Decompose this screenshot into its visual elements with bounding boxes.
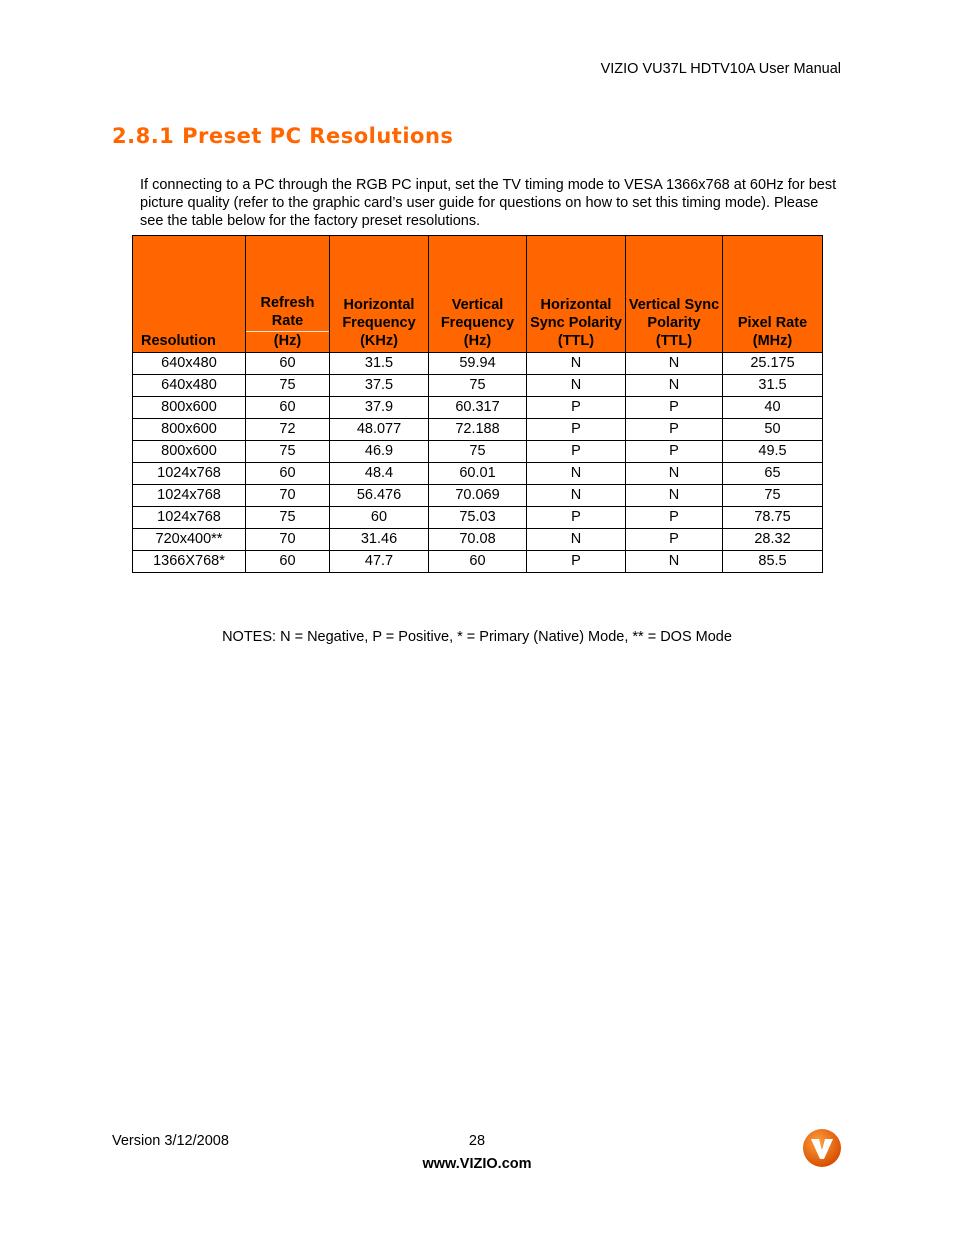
cell-horizontal-sync: P — [527, 551, 626, 573]
table-row — [133, 375, 823, 397]
cell-horizontal-sync: N — [527, 529, 626, 551]
cell-vertical-sync: N — [626, 551, 723, 573]
header-vertical-frequency: Vertical Frequency (Hz) — [429, 236, 527, 353]
cell-horizontal-frequency: 47.7 — [330, 551, 429, 573]
header-refresh-rate — [246, 236, 330, 353]
cell-resolution: 640x480 — [133, 375, 246, 397]
cell-pixel-rate: 65 — [723, 463, 823, 485]
intro-paragraph: If connecting to a PC through the RGB PC input, set the TV timing mode to VESA 1366x768 at 60Hz for best picture quality (refer to the graphic card’s user guide for questions on how to set this timing mode). Please see the table below for the factory preset resolutions. — [140, 177, 837, 229]
cell-refresh-rate: 75 — [246, 507, 330, 529]
cell-horizontal-frequency: 46.9 — [330, 441, 429, 463]
cell-resolution: 800x600 — [133, 419, 246, 441]
cell-horizontal-frequency: 37.5 — [330, 375, 429, 397]
cell-pixel-rate: 50 — [723, 419, 823, 441]
table-row — [133, 353, 823, 375]
preset-resolutions-table — [132, 235, 823, 573]
table-row — [133, 485, 823, 507]
cell-refresh-rate: 72 — [246, 419, 330, 441]
cell-refresh-rate: 70 — [246, 485, 330, 507]
table-row — [133, 463, 823, 485]
cell-horizontal-sync: P — [527, 397, 626, 419]
header-horizontal-sync-polarity: Horizontal Sync Polarity (TTL) — [527, 236, 626, 353]
cell-horizontal-frequency: 48.077 — [330, 419, 429, 441]
cell-vertical-frequency: 75 — [429, 375, 527, 397]
cell-pixel-rate: 49.5 — [723, 441, 823, 463]
cell-vertical-frequency: 75 — [429, 441, 527, 463]
cell-vertical-frequency: 70.069 — [429, 485, 527, 507]
header-resolution: Resolution — [133, 236, 246, 353]
cell-vertical-frequency: 72.188 — [429, 419, 527, 441]
cell-vertical-frequency: 59.94 — [429, 353, 527, 375]
cell-vertical-sync: P — [626, 529, 723, 551]
cell-pixel-rate: 28.32 — [723, 529, 823, 551]
cell-vertical-frequency: 70.08 — [429, 529, 527, 551]
cell-resolution: 1024x768 — [133, 507, 246, 529]
manual-title: VIZIO VU37L HDTV10A User Manual — [600, 61, 841, 77]
cell-pixel-rate: 25.175 — [723, 353, 823, 375]
cell-vertical-sync: P — [626, 419, 723, 441]
cell-horizontal-frequency: 31.46 — [330, 529, 429, 551]
cell-horizontal-sync: N — [527, 463, 626, 485]
header-refresh-rate-unit: (Hz) — [246, 331, 329, 350]
cell-vertical-sync: N — [626, 353, 723, 375]
cell-vertical-sync: P — [626, 441, 723, 463]
cell-vertical-sync: N — [626, 463, 723, 485]
cell-resolution: 720x400** — [133, 529, 246, 551]
cell-refresh-rate: 70 — [246, 529, 330, 551]
cell-vertical-frequency: 60.01 — [429, 463, 527, 485]
table-row — [133, 529, 823, 551]
header-pixel-rate: Pixel Rate (MHz) — [723, 236, 823, 353]
cell-refresh-rate: 60 — [246, 551, 330, 573]
cell-horizontal-sync: N — [527, 353, 626, 375]
header-refresh-rate-label: Refresh Rate — [260, 295, 315, 329]
table-row — [133, 441, 823, 463]
table-row — [133, 507, 823, 529]
header-horizontal-frequency: Horizontal Frequency (KHz) — [330, 236, 429, 353]
cell-resolution: 800x600 — [133, 441, 246, 463]
cell-pixel-rate: 85.5 — [723, 551, 823, 573]
notes-text: NOTES: N = Negative, P = Positive, * = Primary (Native) Mode, ** = DOS Mode — [222, 629, 732, 645]
cell-refresh-rate: 75 — [246, 441, 330, 463]
cell-vertical-sync: N — [626, 485, 723, 507]
cell-resolution: 1024x768 — [133, 463, 246, 485]
cell-horizontal-sync: P — [527, 507, 626, 529]
cell-horizontal-frequency: 60 — [330, 507, 429, 529]
footer-version: Version 3/12/2008 — [112, 1133, 229, 1149]
table-header-row — [133, 236, 823, 353]
cell-vertical-frequency: 75.03 — [429, 507, 527, 529]
cell-horizontal-frequency: 31.5 — [330, 353, 429, 375]
cell-horizontal-sync: N — [527, 375, 626, 397]
table-row — [133, 419, 823, 441]
cell-horizontal-sync: P — [527, 441, 626, 463]
cell-horizontal-frequency: 56.476 — [330, 485, 429, 507]
vizio-v-logo-icon — [802, 1128, 842, 1168]
cell-vertical-sync: N — [626, 375, 723, 397]
footer-url: www.VIZIO.com — [422, 1156, 532, 1172]
table-body — [133, 353, 823, 573]
cell-vertical-frequency: 60 — [429, 551, 527, 573]
cell-horizontal-frequency: 37.9 — [330, 397, 429, 419]
cell-refresh-rate: 60 — [246, 397, 330, 419]
cell-vertical-frequency: 60.317 — [429, 397, 527, 419]
cell-resolution: 1366X768* — [133, 551, 246, 573]
cell-resolution: 1024x768 — [133, 485, 246, 507]
cell-refresh-rate: 60 — [246, 353, 330, 375]
cell-pixel-rate: 31.5 — [723, 375, 823, 397]
cell-refresh-rate: 60 — [246, 463, 330, 485]
cell-pixel-rate: 40 — [723, 397, 823, 419]
page-number: 28 — [468, 1133, 486, 1149]
header-vertical-sync-polarity: Vertical Sync Polarity (TTL) — [626, 236, 723, 353]
cell-resolution: 640x480 — [133, 353, 246, 375]
cell-pixel-rate: 78.75 — [723, 507, 823, 529]
cell-refresh-rate: 75 — [246, 375, 330, 397]
table-row — [133, 551, 823, 573]
table-row — [133, 397, 823, 419]
cell-pixel-rate: 75 — [723, 485, 823, 507]
cell-vertical-sync: P — [626, 397, 723, 419]
cell-horizontal-frequency: 48.4 — [330, 463, 429, 485]
cell-horizontal-sync: N — [527, 485, 626, 507]
section-heading: 2.8.1 Preset PC Resolutions — [112, 124, 454, 148]
cell-resolution: 800x600 — [133, 397, 246, 419]
cell-horizontal-sync: P — [527, 419, 626, 441]
cell-vertical-sync: P — [626, 507, 723, 529]
